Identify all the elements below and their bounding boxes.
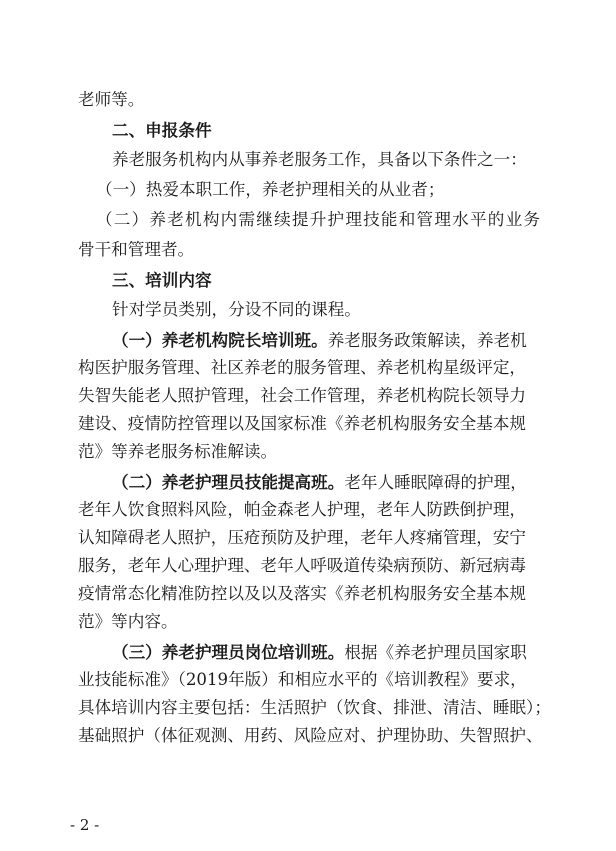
line-text: 老年人饮食照料风险，帕金森老人护理，老年人防跌倒护理，	[78, 500, 527, 519]
text-line	[96, 178, 540, 204]
line-text: 具体培训内容主要包括：生活照护（饮食、排泄、清洁、睡眠）；	[78, 698, 551, 717]
line-text: 认知障碍老人照护，压疮预防及护理，老年人疼痛管理，安宁	[78, 528, 527, 547]
line-text: 根据《养老护理员国家职	[344, 643, 527, 662]
line-text: （二）养老机构内需继续提升护理技能和管理水平的业务	[96, 210, 540, 229]
line-text: 三、培训内容	[112, 270, 212, 290]
line-text: 建设、疫情防控管理以及国家标准《养老机构服务安全基本规	[78, 414, 527, 433]
paragraph-lead: （二）养老护理员技能提高班。	[112, 472, 345, 492]
text-line	[112, 298, 540, 324]
line-text: 构医护服务管理、社区养老的服务管理、养老机构星级评定，	[78, 358, 527, 377]
line-text: 基础照护（体征观测、用药、风险应对、护理协助、失智照护、	[78, 726, 543, 745]
section-heading	[112, 118, 540, 144]
line-text: （一）热爱本职工作，养老护理相关的从业者；	[96, 180, 445, 199]
line-text: 范》等养老服务标准解读。	[78, 442, 278, 461]
line-text: 疫情常态化精准防控以及以及落实《养老机构服务安全基本规	[78, 584, 527, 603]
text-line	[78, 440, 540, 466]
text-line	[78, 668, 540, 694]
text-line	[78, 724, 543, 750]
text-line	[78, 238, 540, 264]
line-text: 骨干和管理者。	[78, 240, 195, 259]
text-line	[112, 470, 540, 496]
text-line	[78, 356, 540, 382]
line-text: 失智失能老人照护管理，社会工作管理，养老机构院长领导力	[78, 386, 527, 405]
page-number: - 2 -	[70, 816, 100, 834]
text-line	[78, 610, 540, 636]
line-text: 老年人睡眠障碍的护理，	[344, 473, 527, 492]
text-line	[96, 208, 540, 234]
line-text: 养老服务政策解读，养老机	[327, 331, 527, 350]
line-text: 二、申报条件	[112, 120, 212, 140]
line-text: 针对学员类别，分设不同的课程。	[112, 300, 361, 319]
text-line	[78, 554, 540, 580]
line-text: 范》等内容。	[78, 612, 178, 631]
line-text: 养老服务机构内从事养老服务工作，具备以下条件之一：	[112, 150, 527, 169]
paragraph-lead: （三）养老护理员岗位培训班。	[112, 642, 345, 662]
line-text: 服务，老年人心理护理、老年人呼吸道传染病预防、新冠病毒	[78, 556, 527, 575]
text-line	[78, 696, 551, 722]
paragraph-lead: （一）养老机构院长培训班。	[112, 330, 328, 350]
text-line	[112, 328, 540, 354]
text-line	[78, 88, 540, 114]
section-heading	[112, 268, 540, 294]
text-line	[78, 582, 540, 608]
text-line	[78, 498, 540, 524]
line-text: 老师等。	[78, 90, 145, 109]
line-text: 业技能标准》（2019年版）和相应水平的《培训教程》要求，	[78, 670, 527, 689]
text-line	[112, 148, 540, 174]
text-line	[78, 412, 540, 438]
text-line	[78, 384, 540, 410]
text-line	[78, 526, 540, 552]
text-line	[112, 640, 540, 666]
